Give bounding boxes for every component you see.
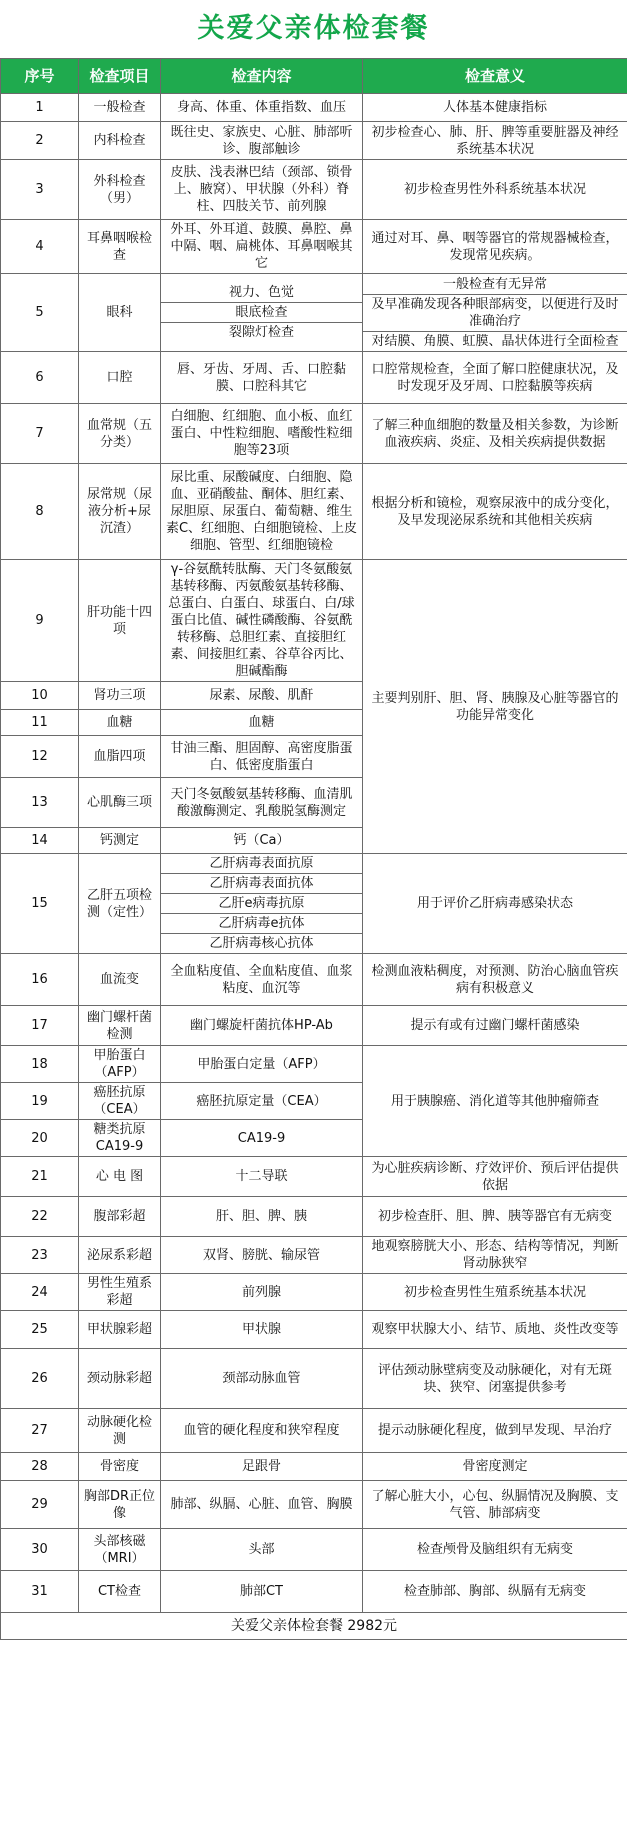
row-number: 14 xyxy=(1,828,79,854)
row-number: 28 xyxy=(1,1453,79,1481)
row-item: 动脉硬化检测 xyxy=(79,1409,161,1453)
row-number: 24 xyxy=(1,1274,79,1311)
row-content: 幽门螺旋杆菌抗体HP-Ab xyxy=(161,1006,363,1046)
row-content xyxy=(161,854,363,954)
table-row xyxy=(1,1453,627,1481)
row-item: 钙测定 xyxy=(79,828,161,854)
row-item: 甲胎蛋白（AFP） xyxy=(79,1046,161,1083)
row-number: 7 xyxy=(1,404,79,464)
row-number: 8 xyxy=(1,464,79,560)
row-number: 18 xyxy=(1,1046,79,1083)
row-content: 既往史、家族史、心脏、肺部听诊、腹部触诊 xyxy=(161,122,363,160)
row-number: 4 xyxy=(1,220,79,274)
content-sub-item: 乙肝病毒e抗体 xyxy=(161,913,362,933)
content-sub-item: 乙肝e病毒抗原 xyxy=(161,893,362,913)
row-significance: 检查肺部、胸部、纵膈有无病变 xyxy=(363,1571,627,1613)
row-number: 17 xyxy=(1,1006,79,1046)
row-number: 5 xyxy=(1,274,79,352)
table-row xyxy=(1,160,627,220)
row-item: 胸部DR正位像 xyxy=(79,1481,161,1529)
row-significance: 用于评价乙肝病毒感染状态 xyxy=(363,854,627,954)
row-significance: 初步检查男性生殖系统基本状况 xyxy=(363,1274,627,1311)
row-number: 27 xyxy=(1,1409,79,1453)
row-significance: 初步检查男性外科系统基本状况 xyxy=(363,160,627,220)
row-item: 泌尿系彩超 xyxy=(79,1237,161,1274)
row-significance: 检测血液粘稠度，对预测、防治心脑血管疾病有积极意义 xyxy=(363,954,627,1006)
row-significance: 口腔常规检查，全面了解口腔健康状况，及时发现牙及牙周、口腔黏膜等疾病 xyxy=(363,352,627,404)
row-item: 男性生殖系彩超 xyxy=(79,1274,161,1311)
row-significance: 地观察膀胱大小、形态、结构等情况，判断肾动脉狭窄 xyxy=(363,1237,627,1274)
table-row xyxy=(1,94,627,122)
row-item: 癌胚抗原（CEA） xyxy=(79,1083,161,1120)
significance-sub-item: 一般检查有无异常 xyxy=(442,276,547,292)
row-content: 身高、体重、体重指数、血压 xyxy=(161,94,363,122)
row-content: 血管的硬化程度和狭窄程度 xyxy=(161,1409,363,1453)
table-row xyxy=(1,274,627,352)
header-content: 检查内容 xyxy=(161,59,363,94)
table-row xyxy=(1,1481,627,1529)
header-row xyxy=(1,59,627,94)
row-item: 口腔 xyxy=(79,352,161,404)
row-significance: 根据分析和镜检，观察尿液中的成分变化，及早发现泌尿系统和其他相关疾病 xyxy=(363,464,627,560)
row-content: γ-谷氨酰转肽酶、天门冬氨酸氨基转移酶、丙氨酸氨基转移酶、总蛋白、白蛋白、球蛋白、白/球蛋白比值、碱性磷酸酶、谷氨酰转移酶、总胆红素、直接胆红素、间接胆红素、谷草谷丙比、胆碱酯酶 xyxy=(161,560,363,682)
row-content xyxy=(161,274,363,352)
row-significance: 通过对耳、鼻、咽等器官的常规器械检查，发现常见疾病。 xyxy=(363,220,627,274)
row-item: 乙肝五项检测（定性） xyxy=(79,854,161,954)
row-content: 足跟骨 xyxy=(161,1453,363,1481)
row-item: 一般检查 xyxy=(79,94,161,122)
row-significance: 用于胰腺癌、消化道等其他肿瘤筛查 xyxy=(363,1046,627,1157)
row-significance xyxy=(363,274,627,352)
header-significance: 检查意义 xyxy=(363,59,627,94)
checkup-table xyxy=(0,58,627,1640)
row-item: 心 电 图 xyxy=(79,1157,161,1197)
row-number: 6 xyxy=(1,352,79,404)
content-sub-item: 乙肝病毒表面抗体 xyxy=(161,873,362,893)
row-content: 头部 xyxy=(161,1529,363,1571)
row-number: 22 xyxy=(1,1197,79,1237)
table-row xyxy=(1,1274,627,1311)
row-item: 幽门螺杆菌检测 xyxy=(79,1006,161,1046)
row-number: 12 xyxy=(1,736,79,778)
row-content: 颈部动脉血管 xyxy=(161,1349,363,1409)
table-body xyxy=(1,94,627,1613)
row-content: 双肾、膀胱、输尿管 xyxy=(161,1237,363,1274)
row-item: 骨密度 xyxy=(79,1453,161,1481)
row-significance: 为心脏疾病诊断、疗效评价、预后评估提供依据 xyxy=(363,1157,627,1197)
row-significance: 了解心脏大小，心包、纵膈情况及胸膜、支气管、肺部病变 xyxy=(363,1481,627,1529)
row-content: 唇、牙齿、牙周、舌、口腔黏膜、口腔科其它 xyxy=(161,352,363,404)
table-row xyxy=(1,1529,627,1571)
table-row xyxy=(1,954,627,1006)
row-item: 血流变 xyxy=(79,954,161,1006)
row-number: 23 xyxy=(1,1237,79,1274)
row-significance: 检查颅骨及脑组织有无病变 xyxy=(363,1529,627,1571)
content-sub-item: 裂隙灯检查 xyxy=(161,322,362,342)
row-item: CT检查 xyxy=(79,1571,161,1613)
table-row xyxy=(1,1006,627,1046)
row-number: 1 xyxy=(1,94,79,122)
row-item: 外科检查（男） xyxy=(79,160,161,220)
row-number: 30 xyxy=(1,1529,79,1571)
row-significance: 骨密度测定 xyxy=(363,1453,627,1481)
table-row xyxy=(1,220,627,274)
row-content: 甘油三酯、胆固醇、高密度脂蛋白、低密度脂蛋白 xyxy=(161,736,363,778)
row-item: 腹部彩超 xyxy=(79,1197,161,1237)
row-content: CA19-9 xyxy=(161,1120,363,1157)
table-row xyxy=(1,560,627,682)
row-item: 耳鼻咽喉检查 xyxy=(79,220,161,274)
content-sub-item: 视力、色觉 xyxy=(228,285,294,300)
row-item: 眼科 xyxy=(79,274,161,352)
table-row xyxy=(1,352,627,404)
table-row xyxy=(1,404,627,464)
table-row xyxy=(1,1197,627,1237)
row-significance: 人体基本健康指标 xyxy=(363,94,627,122)
table-row xyxy=(1,1237,627,1274)
row-significance: 了解三种血细胞的数量及相关参数，为诊断血液疾病、炎症、及相关疾病提供数据 xyxy=(363,404,627,464)
package-price: 关爱父亲体检套餐 2982元 xyxy=(1,1613,627,1640)
row-item: 心肌酶三项 xyxy=(79,778,161,828)
table-row xyxy=(1,1409,627,1453)
row-content: 皮肤、浅表淋巴结（颈部、锁骨上、腋窝）、甲状腺（外科）脊柱、四肢关节、前列腺 xyxy=(161,160,363,220)
row-content: 尿比重、尿酸碱度、白细胞、隐血、亚硝酸盐、酮体、胆红素、尿胆原、尿蛋白、葡萄糖、维生素C、红细胞、白细胞镜检、上皮细胞、管型、红细胞镜检 xyxy=(161,464,363,560)
row-item: 尿常规（尿液分析+尿沉渣） xyxy=(79,464,161,560)
row-number: 2 xyxy=(1,122,79,160)
row-number: 19 xyxy=(1,1083,79,1120)
row-item: 糖类抗原CA19-9 xyxy=(79,1120,161,1157)
row-item: 血脂四项 xyxy=(79,736,161,778)
row-content: 尿素、尿酸、肌酐 xyxy=(161,682,363,710)
row-item: 颈动脉彩超 xyxy=(79,1349,161,1409)
header-no: 序号 xyxy=(1,59,79,94)
page-title: 关爱父亲体检套餐 xyxy=(197,13,430,44)
table-row xyxy=(1,122,627,160)
row-item: 肝功能十四项 xyxy=(79,560,161,682)
footer-row xyxy=(1,1613,627,1640)
row-number: 21 xyxy=(1,1157,79,1197)
row-content: 全血粘度值、全血粘度值、血浆粘度、血沉等 xyxy=(161,954,363,1006)
content-sub-item: 眼底检查 xyxy=(161,302,362,322)
row-item: 甲状腺彩超 xyxy=(79,1311,161,1349)
row-number: 11 xyxy=(1,710,79,736)
row-item: 血糖 xyxy=(79,710,161,736)
row-content: 前列腺 xyxy=(161,1274,363,1311)
row-number: 3 xyxy=(1,160,79,220)
row-item: 肾功三项 xyxy=(79,682,161,710)
table-row xyxy=(1,854,627,954)
row-number: 16 xyxy=(1,954,79,1006)
row-content: 血糖 xyxy=(161,710,363,736)
row-item: 头部核磁（MRI） xyxy=(79,1529,161,1571)
row-number: 10 xyxy=(1,682,79,710)
significance-sub-item: 及早准确发现各种眼部病变，以便进行及时准确治疗 xyxy=(363,294,627,331)
table-row xyxy=(1,1571,627,1613)
table-row xyxy=(1,464,627,560)
row-significance: 提示动脉硬化程度，做到早发现、早治疗 xyxy=(363,1409,627,1453)
row-number: 15 xyxy=(1,854,79,954)
row-content: 肝、胆、脾、胰 xyxy=(161,1197,363,1237)
table-row xyxy=(1,1046,627,1083)
row-significance: 初步检查肝、胆、脾、胰等器官有无病变 xyxy=(363,1197,627,1237)
row-content: 钙（Ca） xyxy=(161,828,363,854)
row-number: 13 xyxy=(1,778,79,828)
significance-sub-item: 对结膜、角膜、虹膜、晶状体进行全面检查 xyxy=(363,331,627,351)
row-content: 外耳、外耳道、鼓膜、鼻腔、鼻中隔、咽、扁桃体、耳鼻咽喉其它 xyxy=(161,220,363,274)
row-content: 肺部、纵膈、心脏、血管、胸膜 xyxy=(161,1481,363,1529)
row-content: 十二导联 xyxy=(161,1157,363,1197)
row-number: 20 xyxy=(1,1120,79,1157)
row-content: 肺部CT xyxy=(161,1571,363,1613)
header-item: 检查项目 xyxy=(79,59,161,94)
row-significance: 观察甲状腺大小、结节、质地、炎性改变等 xyxy=(363,1311,627,1349)
content-sub-item: 乙肝病毒核心抗体 xyxy=(161,933,362,953)
row-number: 29 xyxy=(1,1481,79,1529)
row-significance: 提示有或有过幽门螺杆菌感染 xyxy=(363,1006,627,1046)
row-item: 内科检查 xyxy=(79,122,161,160)
table-row xyxy=(1,1157,627,1197)
row-significance: 评估颈动脉壁病变及动脉硬化，对有无斑块、狭窄、闭塞提供参考 xyxy=(363,1349,627,1409)
row-content: 甲状腺 xyxy=(161,1311,363,1349)
table-row xyxy=(1,1311,627,1349)
row-item: 血常规（五分类） xyxy=(79,404,161,464)
row-significance: 初步检查心、肺、肝、脾等重要脏器及神经系统基本状况 xyxy=(363,122,627,160)
row-content: 甲胎蛋白定量（AFP） xyxy=(161,1046,363,1083)
table-row xyxy=(1,1349,627,1409)
row-number: 9 xyxy=(1,560,79,682)
row-content: 癌胚抗原定量（CEA） xyxy=(161,1083,363,1120)
row-significance: 主要判别肝、胆、肾、胰腺及心脏等器官的功能异常变化 xyxy=(363,560,627,854)
row-content: 白细胞、红细胞、血小板、血红蛋白、中性粒细胞、嗜酸性粒细胞等23项 xyxy=(161,404,363,464)
row-number: 26 xyxy=(1,1349,79,1409)
content-sub-item: 乙肝病毒表面抗原 xyxy=(209,856,314,871)
row-content: 天门冬氨酸氨基转移酶、血清肌酸激酶测定、乳酸脱氢酶测定 xyxy=(161,778,363,828)
row-number: 31 xyxy=(1,1571,79,1613)
row-number: 25 xyxy=(1,1311,79,1349)
